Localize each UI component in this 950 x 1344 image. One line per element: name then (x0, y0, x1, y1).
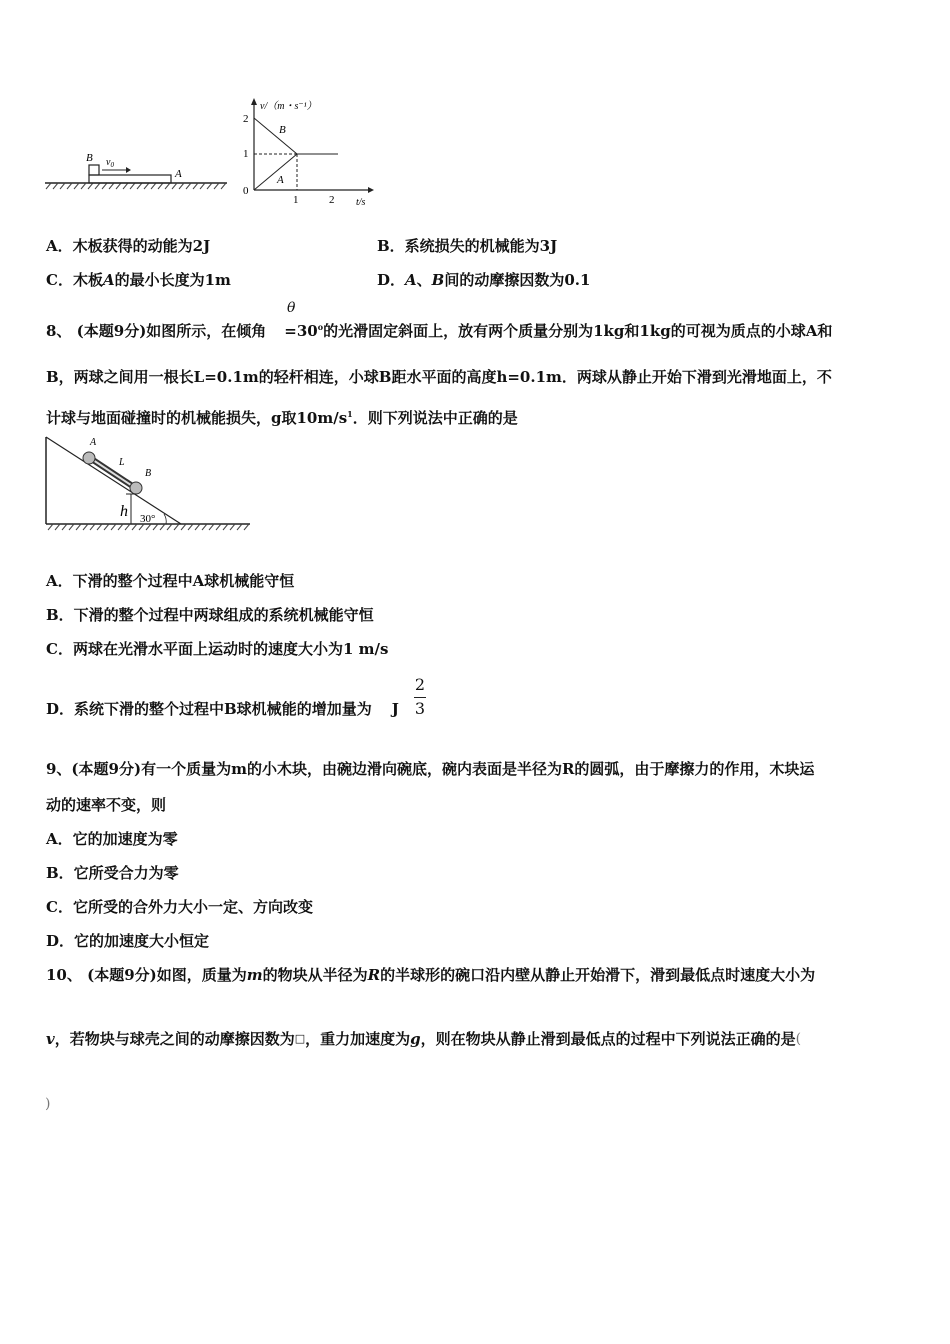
q8-option-b: B．下滑的整个过程中两球组成的系统机械能守恒 (46, 606, 374, 624)
label-a: A (90, 437, 97, 448)
x-tick-1: 1 (293, 194, 299, 206)
q8-option-c: C．两球在光滑水平面上运动时的速度大小为1 m/s (46, 640, 389, 658)
ball-b (130, 482, 142, 494)
q10-line-2: v，若物块与球壳之间的动摩擦因数为□，重力加速度为g，则在物块从静止滑到最低点的过程中下列说法正确的是( (46, 1030, 802, 1048)
line-b (254, 118, 297, 154)
q8-option-a: A．下滑的整个过程中A球机械能守恒 (46, 572, 295, 590)
board-figure (42, 145, 232, 195)
y-tick-2: 2 (243, 113, 249, 125)
x-tick-2: 2 (329, 194, 335, 206)
y-tick-1: 1 (243, 148, 249, 160)
q7-option-b: B．系统损失的机械能为3J (377, 237, 558, 255)
mu-placeholder: □ (294, 1032, 306, 1045)
line-a-label: A (277, 174, 284, 186)
y-tick-0: 0 (243, 185, 249, 197)
y-axis-label: v/（m・s⁻¹） (260, 101, 317, 112)
q9-option-d: D．它的加速度大小恒定 (46, 932, 210, 950)
q8-line-2: B，两球之间用一根长L=0.1m的轻杆相连，小球B距水平面的高度h=0.1m．两球从静止开始下滑到光滑地面上，不 (46, 368, 832, 386)
paren-close: ) (45, 1096, 51, 1112)
q9-option-a: A．它的加速度为零 (46, 830, 178, 848)
fraction-numerator: 2 (414, 675, 426, 694)
q7-option-d: D．A、B间的动摩擦因数为0.1 (377, 271, 591, 289)
fraction-denominator: 3 (414, 699, 426, 718)
q9-option-b: B．它所受合力为零 (46, 864, 179, 882)
block-b (89, 165, 99, 175)
q8-line-3: 计球与地面碰撞时的机械能损失，g取$10m/s^1$．则下列说法中正确的是 (46, 409, 518, 427)
q9-line-2: 动的速率不变，则 (46, 796, 167, 814)
paren-open: ( (795, 1031, 802, 1047)
label-b: B (145, 468, 152, 479)
label-a: A (175, 168, 182, 180)
x-axis-label: t/s (356, 197, 366, 208)
angle-label: 30° (140, 513, 156, 525)
q7-option-c: C．木板A的最小长度为1m (46, 271, 231, 289)
q9-option-c: C．它所受的合外力大小一定、方向改变 (46, 898, 313, 916)
q7-option-a: A．木板获得的动能为2J (46, 237, 211, 255)
label-l: L (119, 457, 125, 468)
theta-symbol: θ (287, 300, 296, 316)
q9-line-1: 9、(本题9分)有一个质量为m的小木块，由碗边滑向碗底，碗内表面是半径为R的圆弧，由于摩擦力的作用，木块运 (46, 760, 815, 778)
incline-figure (44, 434, 254, 534)
vt-graph (236, 95, 386, 210)
line-b-label: B (279, 124, 286, 136)
q8-option-d: D．系统下滑的整个过程中B球机械能的增加量为 J (46, 700, 399, 718)
line-a (254, 154, 297, 190)
ball-a (83, 452, 95, 464)
fraction-bar (414, 697, 426, 698)
board-a (89, 175, 171, 183)
label-v0: $v_0$ (106, 157, 114, 169)
q10-line-1: 10、 (本题9分)如图，质量为m的物块从半径为R的半球形的碗口沿内壁从静止开始滑下，滑到最低点时速度大小为 (46, 966, 816, 984)
label-h: h (120, 503, 128, 520)
label-b: B (86, 152, 93, 164)
q8-line-1: 8、 (本题9分)如图所示，在倾角 $=30^o$的光滑固定斜面上，放有两个质量分别为1kg和1kg的可视为质点的小球A和 (46, 322, 833, 340)
